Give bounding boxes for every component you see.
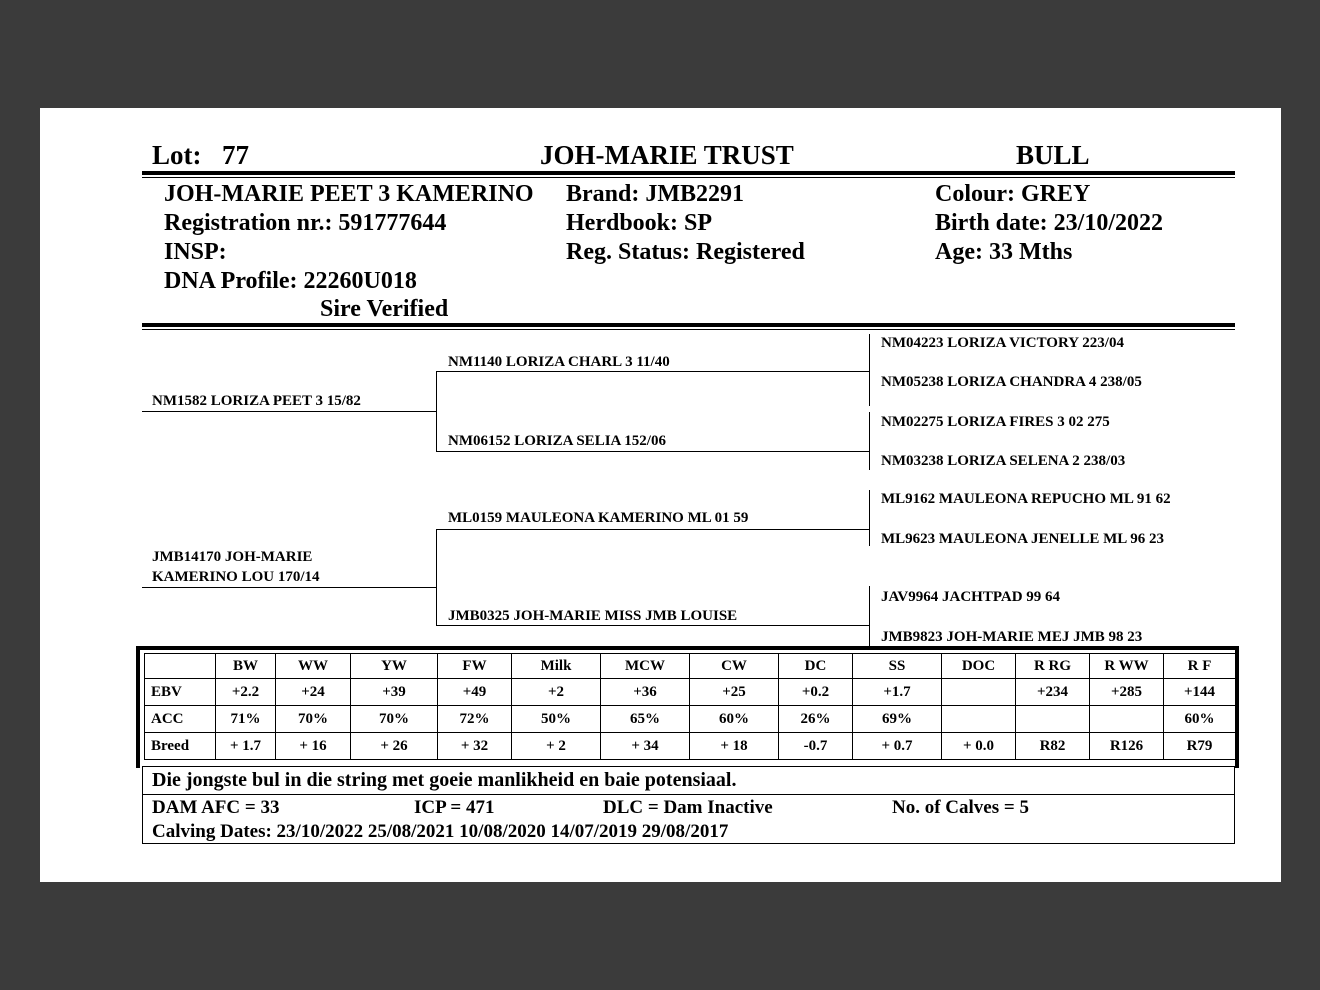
no-of-calves: No. of Calves = 5 [892, 797, 1029, 818]
ebv-header-row [145, 654, 1236, 679]
pedigree-sire-sire: NM1140 LORIZA CHARL 3 11/40 [448, 354, 670, 370]
col-header: FW [438, 654, 512, 679]
lot-number: 77 [222, 140, 249, 170]
info-rule-thick [142, 323, 1235, 327]
table-cell: 50% [512, 706, 601, 733]
pedigree-gg-8: JMB9823 JOH-MARIE MEJ JMB 98 23 [881, 629, 1143, 645]
col-header: SS [853, 654, 942, 679]
gg-bracket-4 [869, 586, 870, 646]
sire-bracket [436, 371, 437, 451]
table-cell: +285 [1090, 679, 1164, 706]
header-rule-thin [142, 177, 1235, 178]
dam-dam-line [436, 625, 869, 626]
pedigree-dam-line2: KAMERINO LOU 170/14 [152, 569, 320, 585]
table-cell [1016, 706, 1090, 733]
table-cell: +2 [512, 679, 601, 706]
herdbook: Herdbook: SP [566, 210, 713, 236]
col-header: CW [690, 654, 779, 679]
table-cell: 71% [216, 706, 276, 733]
table-cell: + 34 [601, 733, 690, 760]
dlc: DLC = Dam Inactive [603, 797, 773, 818]
table-cell: +39 [351, 679, 438, 706]
gg-bracket-1 [869, 334, 870, 406]
ebv-table [144, 653, 1236, 760]
col-header: YW [351, 654, 438, 679]
reg-status: Reg. Status: Registered [566, 239, 805, 265]
pedigree-gg-6: ML9623 MAULEONA JENELLE ML 96 23 [881, 531, 1164, 547]
brand: Brand: JMB2291 [566, 181, 745, 207]
lot-label: Lot: [152, 140, 202, 170]
pedigree-gg-2: NM05238 LORIZA CHANDRA 4 238/05 [881, 374, 1142, 390]
table-cell: + 2 [512, 733, 601, 760]
table-cell: 70% [351, 706, 438, 733]
sire-sire-line [436, 371, 869, 372]
table-cell: -0.7 [779, 733, 853, 760]
table-cell: 65% [601, 706, 690, 733]
table-cell: +36 [601, 679, 690, 706]
sire-verified: Sire Verified [320, 296, 449, 322]
comment-box-top [142, 766, 1235, 767]
pedigree-sire-dam: NM06152 LORIZA SELIA 152/06 [448, 433, 666, 449]
table-cell: 60% [1164, 706, 1236, 733]
table-cell: +0.2 [779, 679, 853, 706]
table-cell: R126 [1090, 733, 1164, 760]
comment-text: Die jongste bul in die string met goeie manlikheid en baie potensiaal. [152, 769, 737, 791]
table-cell: + 0.7 [853, 733, 942, 760]
dam-line [142, 587, 436, 588]
table-cell: + 1.7 [216, 733, 276, 760]
table-cell: + 26 [351, 733, 438, 760]
table-cell: +1.7 [853, 679, 942, 706]
pedigree-gg-3: NM02275 LORIZA FIRES 3 02 275 [881, 414, 1110, 430]
dam-sire-line [436, 529, 869, 530]
dam-bracket [436, 529, 437, 625]
table-cell: +24 [276, 679, 351, 706]
row-label: EBV [145, 679, 216, 706]
row-label: ACC [145, 706, 216, 733]
row-label: Breed [145, 733, 216, 760]
table-cell: 72% [438, 706, 512, 733]
insp-label: INSP: [164, 239, 227, 265]
col-header: Milk [512, 654, 601, 679]
table-cell: 60% [690, 706, 779, 733]
pedigree-sire: NM1582 LORIZA PEET 3 15/82 [152, 393, 361, 409]
table-cell: +144 [1164, 679, 1236, 706]
table-cell [942, 679, 1016, 706]
sire-dam-line [436, 451, 869, 452]
table-cell: 26% [779, 706, 853, 733]
table-cell: +234 [1016, 679, 1090, 706]
table-cell: 69% [853, 706, 942, 733]
col-header: R F [1164, 654, 1236, 679]
icp: ICP = 471 [414, 797, 495, 818]
table-cell: +25 [690, 679, 779, 706]
ebv-row [145, 679, 1236, 706]
pedigree-gg-7: JAV9964 JACHTPAD 99 64 [881, 589, 1061, 605]
comment-divider [142, 794, 1235, 795]
table-frame-left [136, 646, 140, 768]
comment-box-left [142, 766, 143, 844]
table-cell: + 18 [690, 733, 779, 760]
sex-label: BULL [1016, 140, 1090, 170]
col-header: DOC [942, 654, 1016, 679]
table-cell: + 16 [276, 733, 351, 760]
registration-number: Registration nr.: 591777644 [164, 210, 447, 236]
col-header: R WW [1090, 654, 1164, 679]
breeder-name: JOH-MARIE TRUST [540, 140, 794, 170]
table-cell: R82 [1016, 733, 1090, 760]
birth-date: Birth date: 23/10/2022 [935, 210, 1163, 236]
table-cell: + 32 [438, 733, 512, 760]
footer-bottom-rule [142, 843, 1235, 844]
header-rule-thick [142, 171, 1235, 175]
calving-dates: Calving Dates: 23/10/2022 25/08/2021 10/08/2020 14/07/2019 29/08/2017 [152, 821, 729, 842]
col-header: WW [276, 654, 351, 679]
comment-box-right [1234, 766, 1235, 844]
table-frame-top [136, 646, 1239, 650]
pedigree-gg-5: ML9162 MAULEONA REPUCHO ML 91 62 [881, 491, 1171, 507]
pedigree-dam-dam: JMB0325 JOH-MARIE MISS JMB LOUISE [448, 608, 738, 624]
dna-profile: DNA Profile: 22260U018 [164, 268, 417, 294]
lot-sheet [40, 108, 1281, 882]
pedigree-gg-4: NM03238 LORIZA SELENA 2 238/03 [881, 453, 1126, 469]
col-header: R RG [1016, 654, 1090, 679]
table-cell: 70% [276, 706, 351, 733]
col-header [145, 654, 216, 679]
colour: Colour: GREY [935, 181, 1091, 207]
table-cell [942, 706, 1016, 733]
col-header: BW [216, 654, 276, 679]
pedigree-gg-1: NM04223 LORIZA VICTORY 223/04 [881, 335, 1124, 351]
breed-row [145, 733, 1236, 760]
sire-line [142, 411, 436, 412]
table-cell: + 0.0 [942, 733, 1016, 760]
table-cell: +49 [438, 679, 512, 706]
dam-afc: DAM AFC = 33 [152, 797, 280, 818]
col-header: MCW [601, 654, 690, 679]
col-header: DC [779, 654, 853, 679]
acc-row [145, 706, 1236, 733]
table-cell: +2.2 [216, 679, 276, 706]
gg-bracket-3 [869, 490, 870, 546]
pedigree-dam-line1: JMB14170 JOH-MARIE [152, 549, 313, 565]
table-cell [1090, 706, 1164, 733]
age: Age: 33 Mths [935, 239, 1073, 265]
table-cell: R79 [1164, 733, 1236, 760]
info-rule-thin [142, 329, 1235, 330]
pedigree-dam-sire: ML0159 MAULEONA KAMERINO ML 01 59 [448, 510, 749, 526]
animal-name: JOH-MARIE PEET 3 KAMERINO [164, 181, 534, 207]
gg-bracket-2 [869, 412, 870, 470]
